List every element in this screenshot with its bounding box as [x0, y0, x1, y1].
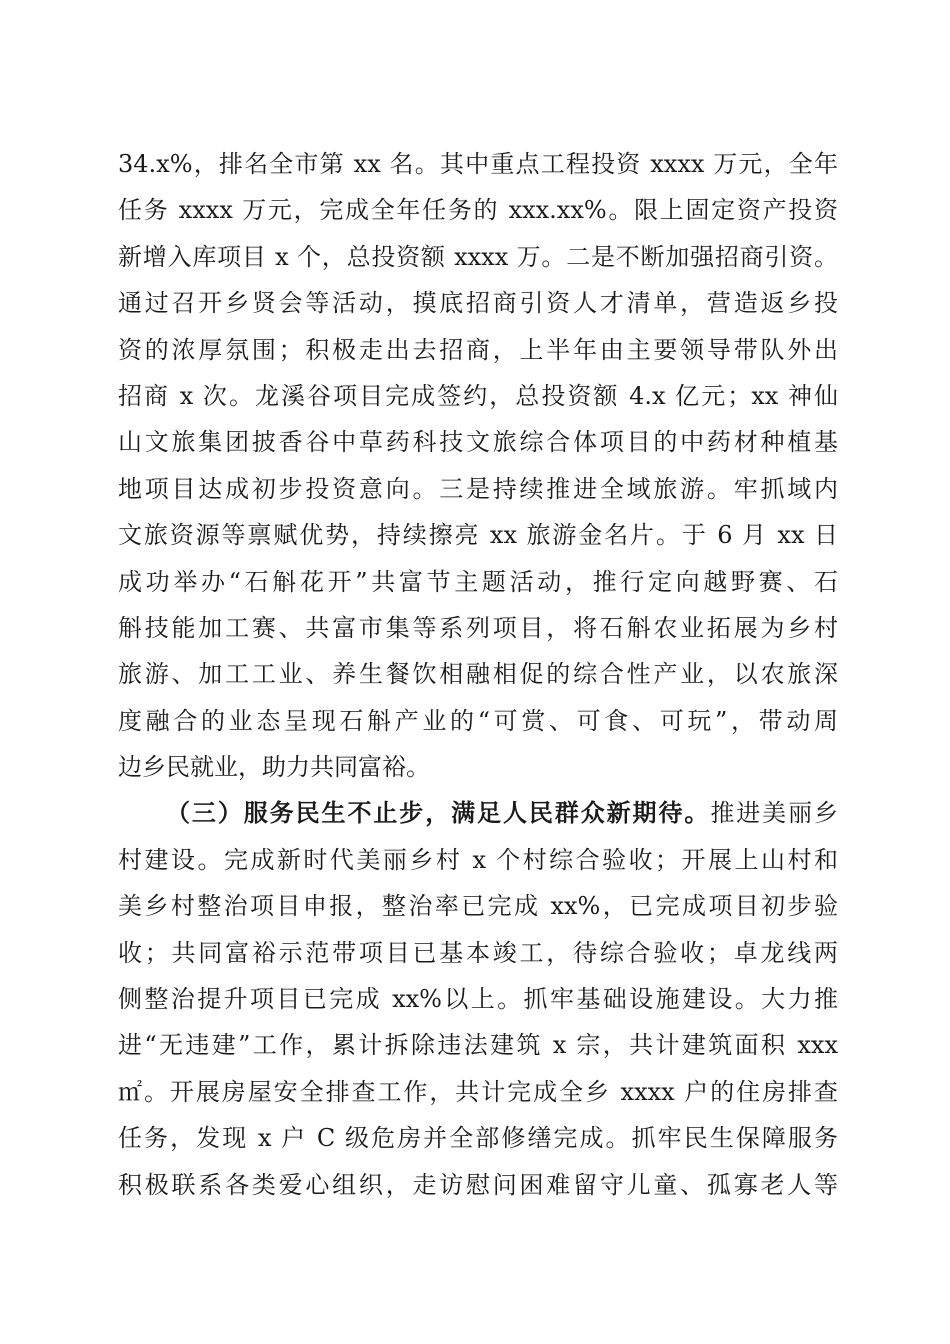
text-line: 积极联系各类爱心组织，走访慰问困难留守儿童、孤寡老人等 [118, 1170, 838, 1199]
text-line: 村建设。完成新时代美丽乡村 x 个村综合验收；开展上山村和 [118, 845, 838, 874]
text-line: 新增入库项目 x 个，总投资额 xxxx 万。二是不断加强招商引资。 [118, 242, 838, 271]
text-line: 美乡村整治项目申报，整治率已完成 xx%，已完成项目初步验 [118, 892, 838, 921]
text-line: 资的浓厚氛围；积极走出去招商，上半年由主要领导带队外出 [118, 335, 838, 364]
section-heading: （三）服务民生不止步，满足人民群众新期待。 [166, 798, 711, 828]
text-line: 山文旅集团披香谷中草药科技文旅综合体项目的中药材种植基 [118, 428, 838, 457]
text-line: 文旅资源等禀赋优势，持续擦亮 xx 旅游金名片。于 6 月 xx 日 [118, 521, 838, 550]
text-line: 地项目达成初步投资意向。三是持续推进全域旅游。牢抓域内 [118, 474, 838, 503]
text-line: 度融合的业态呈现石斛产业的“可赏、可食、可玩”，带动周 [118, 706, 838, 735]
text-line: 成功举办“石斛花开”共富节主题活动，推行定向越野赛、石 [118, 567, 838, 596]
text-line: 34.x%，排名全市第 xx 名。其中重点工程投资 xxxx 万元，全年 [118, 150, 838, 178]
section-heading-line [118, 791, 838, 835]
text-line: 通过召开乡贤会等活动，摸底招商引资人才清单，营造返乡投 [118, 289, 838, 318]
text-line: ㎡。开展房屋安全排查工作，共计完成全乡 xxxx 户的住房排查 [118, 1077, 838, 1106]
section-heading-rest: 推进美丽乡 [710, 799, 839, 828]
text-line: 任务 xxxx 万元，完成全年任务的 xxx.xx%。限上固定资产投资 [118, 196, 838, 225]
text-line: 招商 x 次。龙溪谷项目完成签约，总投资额 4.x 亿元；xx 神仙 [118, 381, 838, 410]
text-line: 侧整治提升项目已完成 xx%以上。抓牢基础设施建设。大力推 [118, 985, 838, 1014]
text-line: 收；共同富裕示范带项目已基本竣工，待综合验收；卓龙线两 [118, 938, 838, 967]
text-line: 任务，发现 x 户 C 级危房并全部修缮完成。抓牢民生保障服务 [118, 1124, 838, 1153]
text-line: 旅游、加工工业、养生餐饮相融相促的综合性产业，以农旅深 [118, 660, 838, 689]
text-line: 进“无违建”工作，累计拆除违法建筑 x 宗，共计建筑面积 xxx [118, 1031, 838, 1060]
text-line: 边乡民就业，助力共同富裕。 [118, 753, 430, 782]
document-body [118, 142, 838, 1209]
text-line: 斛技能加工赛、共富市集等系列项目，将石斛农业拓展为乡村 [118, 613, 838, 642]
